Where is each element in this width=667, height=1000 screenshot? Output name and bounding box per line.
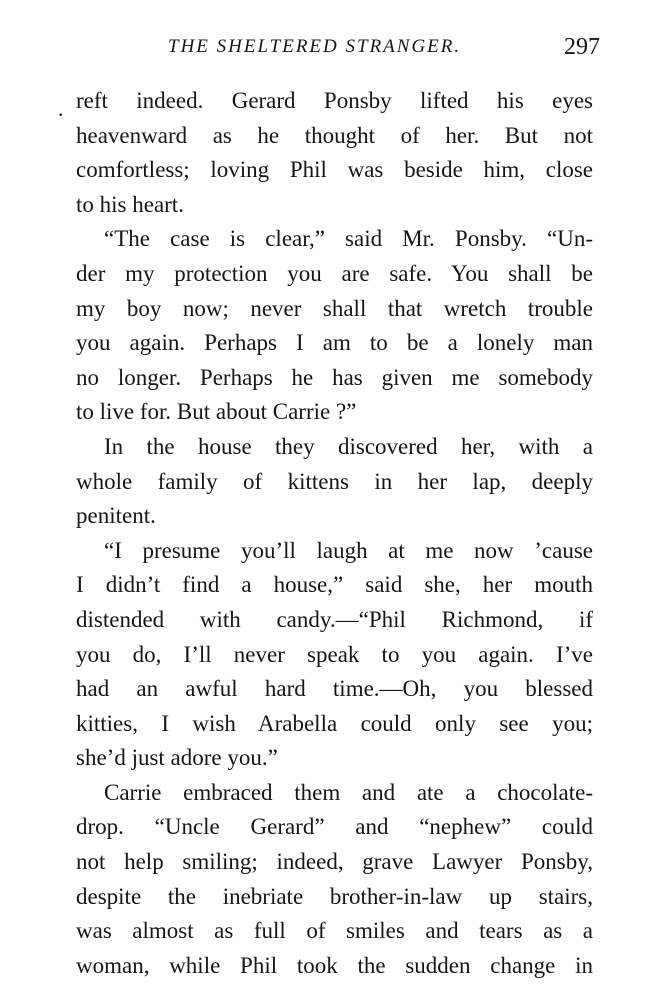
running-head: THE SHELTERED STRANGER. — [168, 36, 462, 57]
text-line: not help smiling; indeed, grave Lawyer Ponsby, — [76, 849, 593, 875]
text-line: drop. “Uncle Gerard” and “nephew” could — [76, 814, 593, 840]
text-line: you again. Perhaps I am to be a lonely man — [76, 330, 593, 356]
text-line: to his heart. — [76, 191, 184, 217]
body-text — [76, 84, 593, 983]
text-line: woman, while Phil took the sudden change in — [76, 952, 593, 978]
text-line: had an awful hard time.—Oh, you blessed — [76, 676, 593, 702]
text-line: heavenward as he thought of her. But not — [76, 122, 593, 148]
text-line: was almost as full of smiles and tears as a — [76, 918, 593, 944]
text-line: whole family of kittens in her lap, deeply — [76, 468, 593, 494]
text-line: kitties, I wish Arabella could only see you; — [76, 710, 593, 736]
text-line: der my protection you are safe. You shall be — [76, 260, 593, 286]
text-line: despite the inebriate brother-in-law up stairs, — [76, 883, 593, 909]
text-line: no longer. Perhaps he has given me somebody — [76, 364, 593, 390]
text-line: In the house they discovered her, with a — [104, 433, 593, 459]
text-line: I didn’t find a house,” said she, her mouth — [76, 572, 593, 598]
text-line: comfortless; loving Phil was beside him, close — [76, 157, 593, 183]
page-number: 297 — [564, 34, 600, 60]
page-header — [168, 34, 600, 68]
text-line: you do, I’ll never speak to you again. I’ve — [76, 641, 593, 667]
text-line: “The case is clear,” said Mr. Ponsby. “Un- — [104, 226, 593, 252]
text-line: penitent. — [76, 503, 156, 529]
text-line: Carrie embraced them and ate a chocolate- — [104, 779, 593, 805]
stray-mark: . — [58, 96, 64, 121]
text-line: to live for. But about Carrie ?” — [76, 399, 357, 425]
text-line: “I presume you’ll laugh at me now ’cause — [104, 537, 593, 563]
text-line: she’d just adore you.” — [76, 745, 278, 771]
text-line: distended with candy.—“Phil Richmond, if — [76, 606, 593, 632]
text-line: my boy now; never shall that wretch trouble — [76, 295, 593, 321]
text-line: reft indeed. Gerard Ponsby lifted his eyes — [76, 88, 593, 113]
